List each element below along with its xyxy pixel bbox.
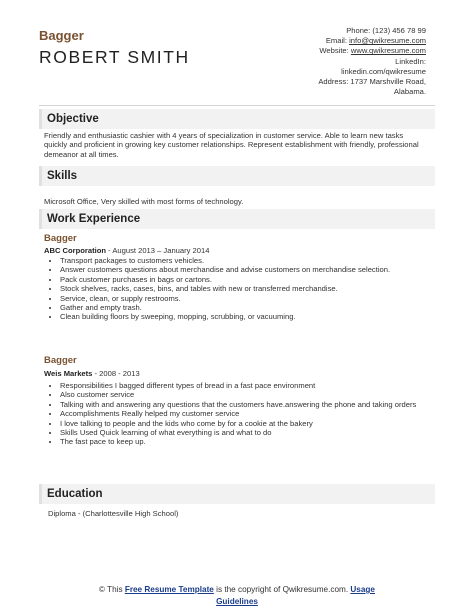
list-item: • Service, clean, or supply restrooms. (60, 294, 428, 303)
skills-heading: Skills (39, 166, 435, 186)
linkedin-label: LinkedIn: (395, 56, 426, 66)
list-item: • Clean building floors by sweeping, mopping, scrubbing, or vacuuming. (60, 312, 428, 321)
job-1-role: Bagger (44, 233, 77, 244)
list-item: • Transport packages to customers vehicles. (60, 256, 428, 265)
job-2-company: Weis Markets (44, 369, 93, 378)
footer-prefix: This (104, 585, 125, 594)
job-1-duties (44, 256, 428, 322)
objective-heading: Objective (39, 109, 435, 129)
contact-block (226, 26, 426, 97)
guidelines-link[interactable]: Guidelines (216, 597, 258, 606)
job-2-role: Bagger (44, 355, 77, 366)
list-item: • Answer customers questions about merchandise and advise customers on merchandise selection. (60, 265, 428, 274)
free-resume-template-link[interactable]: Free Resume Template (124, 585, 214, 594)
list-item: • Accomplishments Really helped my customer service (60, 409, 428, 418)
address-line1: Address: 1737 Marshville Road, (318, 77, 426, 87)
email-label: Email: (325, 36, 350, 46)
footer (0, 584, 474, 608)
footer-middle: is the copyright of Qwikresume.com. (213, 585, 351, 594)
list-item: • The fast pace to keep up. (60, 437, 428, 446)
job-2-dates: - 2008 - 2013 (92, 369, 140, 378)
job-title: Bagger (39, 28, 84, 43)
website-line (226, 46, 426, 56)
objective-text: Friendly and enthusiastic cashier with 4 years of specialization in customer service. Able to learn new tasks quickly and proficient in growing key customer relationships. Represent establishment with friendly, professional demeanor at all times. (44, 131, 419, 159)
work-experience-heading: Work Experience (39, 209, 435, 229)
education-text: Diploma - (Charlottesville High School) (48, 509, 179, 518)
usage-link[interactable]: Usage (350, 585, 375, 594)
job-2-company-line (44, 369, 140, 378)
website-link[interactable]: www.qwikresume.com (350, 46, 426, 56)
job-1-company-line (44, 246, 209, 255)
email-line (226, 36, 426, 46)
list-item: • Skills Used Quick learning of what everything is and what to do (60, 428, 428, 437)
list-item: • Stock shelves, racks, cases, bins, and tables with new or transferred merchandise. (60, 284, 428, 293)
job-1-dates: - August 2013 – January 2014 (106, 246, 210, 255)
skills-text: Microsoft Office, Very skilled with most forms of technology. (44, 197, 244, 206)
list-item: • Talking with and answering any questions that the customers have.answering the phone and taking orders (60, 400, 428, 409)
email-link[interactable]: info@qwikresume.com (349, 36, 426, 46)
list-item: • Gather and empty trash. (60, 303, 428, 312)
job-1-company: ABC Corporation (44, 246, 107, 255)
header-divider (39, 105, 435, 106)
candidate-name: ROBERT SMITH (39, 47, 190, 67)
address-line2: Alabama. (393, 87, 426, 97)
linkedin-url: linkedin.com/qwikresume (341, 66, 426, 76)
job-2-duties (44, 381, 428, 447)
website-label: Website: (319, 46, 351, 56)
phone: Phone: (123) 456 78 99 (346, 26, 426, 35)
list-item: • I love talking to people and the kids who come by for a cookie at the bakery (60, 419, 428, 428)
copyright-icon: © (99, 585, 105, 594)
list-item: • Also customer service (60, 390, 428, 399)
education-heading: Education (39, 484, 435, 504)
list-item: • Pack customer purchases in bags or cartons. (60, 275, 428, 284)
list-item: • Responsibilities I bagged different types of bread in a fast pace environment (60, 381, 428, 390)
